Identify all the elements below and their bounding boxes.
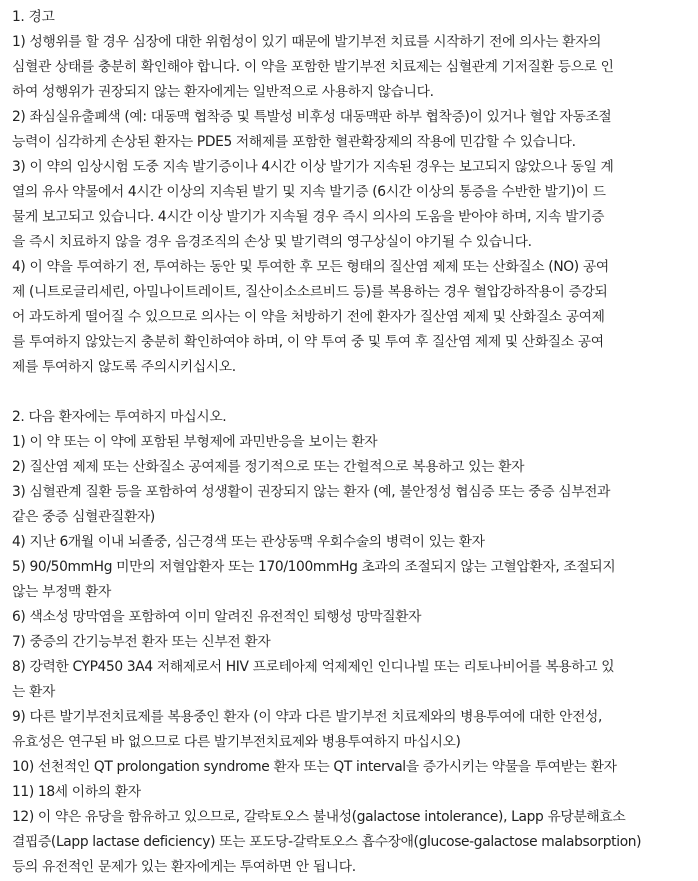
warning-line: 2) 좌심실유출폐색 (예: 대동맥 협착증 및 특발성 비후성 대동맥판 하부 협착증)이 있거나 혈압 자동조절 <box>12 109 612 125</box>
contraindication-line: 않는 부정맥 환자 <box>12 584 111 600</box>
warning-line: 1) 성행위를 할 경우 심장에 대한 위험성이 있기 때문에 발기부전 치료를 시작하기 전에 의사는 환자의 <box>12 34 602 50</box>
section-spacer <box>12 380 694 405</box>
contraindication-line: 1) 이 약 또는 이 약에 포함된 부형제에 과민반응을 보이는 환자 <box>12 434 378 450</box>
contraindication-line: 같은 중증 심혈관질환자) <box>12 509 155 525</box>
contraindication-line: 7) 중증의 간기능부전 환자 또는 신부전 환자 <box>12 634 271 650</box>
warning-line: 어 과도하게 떨어질 수 있으므로 의사는 이 약을 처방하기 전에 환자가 질산염 제제 및 산화질소 공여제 <box>12 309 605 325</box>
contraindication-line: 10) 선천적인 QT prolongation syndrome 환자 또는 QT interval을 증가시키는 약물을 투여받는 환자 <box>12 759 617 775</box>
contraindication-line: 2) 질산염 제제 또는 산화질소 공여제를 정기적으로 또는 간헐적으로 복용하고 있는 환자 <box>12 459 525 475</box>
warning-line: 를 투여하지 않았는지 충분히 확인하여야 하며, 이 약 투여 중 및 투여 후 질산염 제제 및 산화질소 공여 <box>12 334 604 350</box>
contraindication-line: 11) 18세 이하의 환자 <box>12 784 141 800</box>
warning-line: 제 (니트로글리세린, 아밀나이트레이트, 질산이소소르비드 등)를 복용하는 경우 혈압강하작용이 증강되 <box>12 284 608 300</box>
warning-line: 하여 성행위가 권장되지 않는 환자에게는 일반적으로 사용하지 않습니다. <box>12 84 434 100</box>
contraindication-line: 6) 색소성 망막염을 포함하여 이미 알려진 유전적인 퇴행성 망막질환자 <box>12 609 422 625</box>
contraindication-line: 9) 다른 발기부전치료제를 복용중인 환자 (이 약과 다른 발기부전 치료제와의 병용투여에 대한 안전성, <box>12 709 603 725</box>
warning-line: 제를 투여하지 않도록 주의시키십시오. <box>12 359 236 375</box>
warning-line: 3) 이 약의 임상시험 도중 지속 발기증이나 4시간 이상 발기가 지속된 경우는 보고되지 않았으나 동일 계 <box>12 159 614 175</box>
section-heading-warnings: 1. 경고 <box>12 9 55 25</box>
contraindication-line: 3) 심혈관계 질환 등을 포함하여 성생활이 권장되지 않는 환자 (예, 불안정성 협심증 또는 중증 심부전과 <box>12 484 611 500</box>
warning-line: 을 즉시 치료하지 않을 경우 음경조직의 손상 및 발기력의 영구상실이 야기될 수 있습니다. <box>12 234 532 250</box>
contraindication-line: 등의 유전적인 문제가 있는 환자에게는 투여하면 안 됩니다. <box>12 859 356 875</box>
contraindication-line: 는 환자 <box>12 684 55 700</box>
contraindication-line: 8) 강력한 CYP450 3A4 저해제로서 HIV 프로테아제 억제제인 인디나빌 또는 리토나비어를 복용하고 있 <box>12 659 615 675</box>
warning-line: 4) 이 약을 투여하기 전, 투여하는 동안 및 투여한 후 모든 형태의 질산염 제제 또는 산화질소 (NO) 공여 <box>12 259 609 275</box>
document-body <box>12 5 694 880</box>
contraindication-line: 결핍증(Lapp lactase deficiency) 또는 포도당-갈락토오스 흡수장애(glucose-galactose malabsorption) <box>12 834 642 850</box>
contraindication-line: 4) 지난 6개월 이내 뇌졸중, 심근경색 또는 관상동맥 우회수술의 병력이 있는 환자 <box>12 534 485 550</box>
contraindication-line: 5) 90/50mmHg 미만의 저혈압환자 또는 170/100mmHg 초과의 조절되지 않는 고혈압환자, 조절되지 <box>12 559 616 575</box>
section-heading-contraindications: 2. 다음 환자에는 투여하지 마십시오. <box>12 409 227 425</box>
contraindication-line: 유효성은 연구된 바 없으므로 다른 발기부전치료제와 병용투여하지 마십시오) <box>12 734 461 750</box>
warning-line: 물게 보고되고 있습니다. 4시간 이상 발기가 지속될 경우 즉시 의사의 도움을 받아야 하며, 지속 발기증 <box>12 209 605 225</box>
warning-line: 능력이 심각하게 손상된 환자는 PDE5 저해제를 포함한 혈관확장제의 작용에 민감할 수 있습니다. <box>12 134 576 150</box>
warning-line: 열의 유사 약물에서 4시간 이상의 지속된 발기 및 지속 발기증 (6시간 이상의 통증을 수반한 발기)이 드 <box>12 184 606 200</box>
contraindication-line: 12) 이 약은 유당을 함유하고 있으므로, 갈락토오스 불내성(galactose intolerance), Lapp 유당분해효소 <box>12 809 626 825</box>
warning-line: 심혈관 상태를 충분히 확인해야 합니다. 이 약을 포함한 발기부전 치료제는 심혈관계 기저질환 등으로 인 <box>12 59 614 75</box>
